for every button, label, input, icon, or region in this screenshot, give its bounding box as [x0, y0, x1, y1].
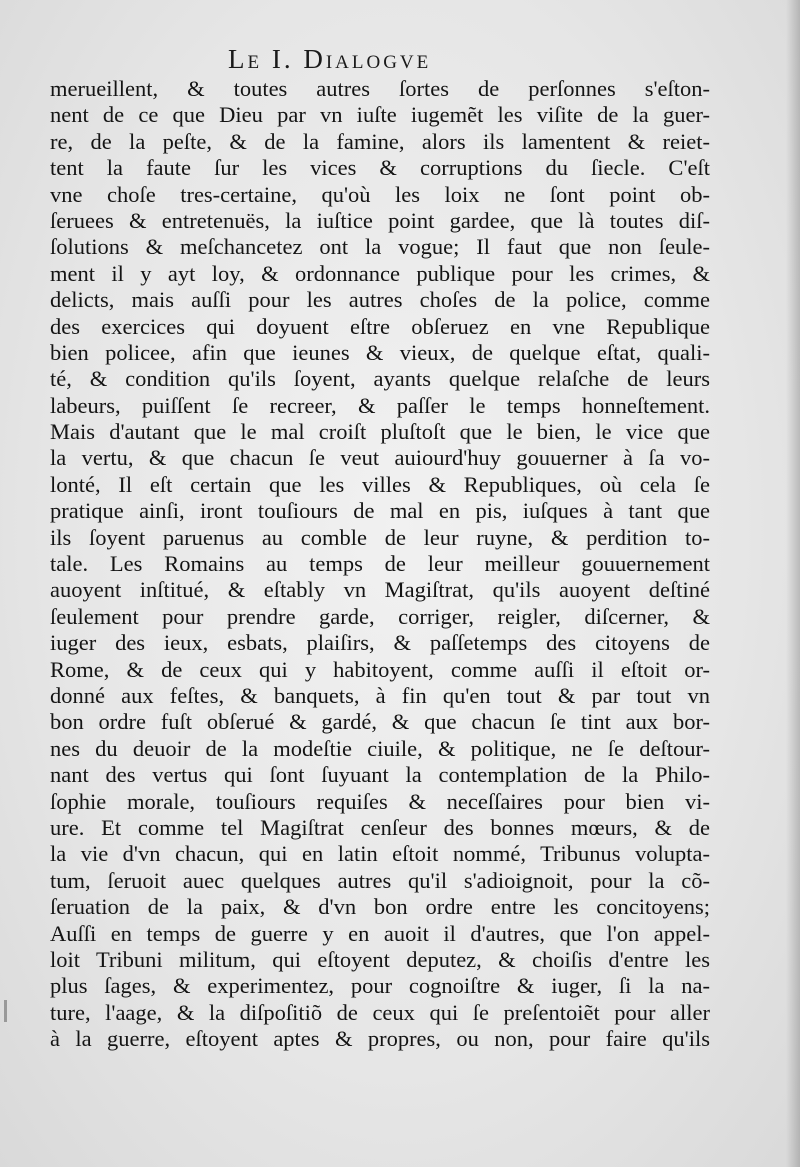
page-edge-shadow — [786, 0, 800, 1167]
body-text — [50, 76, 710, 1052]
text-line: ture, l'aage, & la diſpoſitiõ de ceux qui ſe preſentoiẽt pour aller — [50, 999, 710, 1025]
text-line: té, & condition qu'ils ſoyent, ayants quelque relaſche de leurs — [50, 366, 710, 392]
text-line: la vertu, & que chacun ſe veut auiourd'huy gouuerner à ſa vo- — [50, 445, 710, 471]
text-line: tent la faute ſur les vices & corruptions du ſiecle. C'eſt — [50, 155, 710, 181]
text-line: lonté, Il eſt certain que les villes & Republiques, où cela ſe — [50, 471, 710, 497]
text-line: ſolutions & meſchancetez ont la vogue; Il faut que non ſeule- — [50, 234, 710, 260]
text-line: merueillent, & toutes autres ſortes de perſonnes s'eſton- — [50, 76, 710, 101]
text-line: à la guerre, eſtoyent aptes & propres, ou non, pour faire qu'ils — [50, 1026, 710, 1052]
text-line: re, de la peſte, & de la famine, alors ils lamentent & reiet- — [50, 128, 710, 154]
text-line: tale. Les Romains au temps de leur meilleur gouuernement — [50, 551, 710, 577]
text-line: tum, ſeruoit auec quelques autres qu'il s'adioignoit, pour la cõ- — [50, 867, 710, 893]
text-line: la vie d'vn chacun, qui en latin eſtoit nommé, Tribunus volupta- — [50, 841, 710, 867]
margin-mark — [4, 1000, 7, 1022]
text-line: ſeruees & entretenuës, la iuſtice point gardee, que là toutes diſ- — [50, 207, 710, 233]
text-line: nent de ce que Dieu par vn iuſte iugemẽt les viſite de la guer- — [50, 102, 710, 128]
text-line: nant des vertus qui ſont ſuyuant la contemplation de la Philo- — [50, 762, 710, 788]
text-line: ils ſoyent paruenus au comble de leur ruyne, & perdition to- — [50, 524, 710, 550]
text-line: bien policee, afin que ieunes & vieux, de quelque eſtat, quali- — [50, 339, 710, 365]
text-line: bon ordre fuſt obſerué & gardé, & que chacun ſe tint aux bor- — [50, 709, 710, 735]
text-line: Rome, & de ceux qui y habitoyent, comme auſſi il eſtoit or- — [50, 656, 710, 682]
text-line: loit Tribuni militum, qui eſtoyent deputez, & choiſis d'entre les — [50, 946, 710, 972]
text-line: plus ſages, & experimentez, pour cognoiſtre & iuger, ſi la na- — [50, 973, 710, 999]
text-line: vne choſe tres-certaine, qu'où les loix ne ſont point ob- — [50, 181, 710, 207]
text-line: labeurs, puiſſent ſe recreer, & paſſer le temps honneſtement. — [50, 392, 710, 418]
running-header: Le I. Dialogve — [228, 44, 432, 74]
text-line: Mais d'autant que le mal croiſt pluſtoſt que le bien, le vice que — [50, 419, 710, 445]
text-line: ſophie morale, touſiours requiſes & neceſſaires pour bien vi- — [50, 788, 710, 814]
text-line: ſeulement pour prendre garde, corriger, reigler, diſcerner, & — [50, 603, 710, 629]
text-line: nes du deuoir de la modeſtie ciuile, & politique, ne ſe deſtour- — [50, 735, 710, 761]
text-line: iuger des ieux, esbats, plaiſirs, & paſſetemps des citoyens de — [50, 630, 710, 656]
text-line: pratique ainſi, iront touſiours de mal en pis, iuſques à tant que — [50, 498, 710, 524]
text-line: auoyent inſtitué, & eſtably vn Magiſtrat, qu'ils auoyent deſtiné — [50, 577, 710, 603]
text-line: donné aux feſtes, & banquets, à fin qu'en tout & par tout vn — [50, 682, 710, 708]
text-line: ſeruation de la paix, & d'vn bon ordre entre les concitoyens; — [50, 894, 710, 920]
text-line: delicts, mais auſſi pour les autres choſes de la police, comme — [50, 287, 710, 313]
text-line: ment il y ayt loy, & ordonnance publique pour les crimes, & — [50, 260, 710, 286]
text-line: des exercices qui doyuent eſtre obſeruez en vne Republique — [50, 313, 710, 339]
text-line: Auſſi en temps de guerre y en auoit il d'autres, que l'on appel- — [50, 920, 710, 946]
text-line: ure. Et comme tel Magiſtrat cenſeur des bonnes mœurs, & de — [50, 814, 710, 840]
